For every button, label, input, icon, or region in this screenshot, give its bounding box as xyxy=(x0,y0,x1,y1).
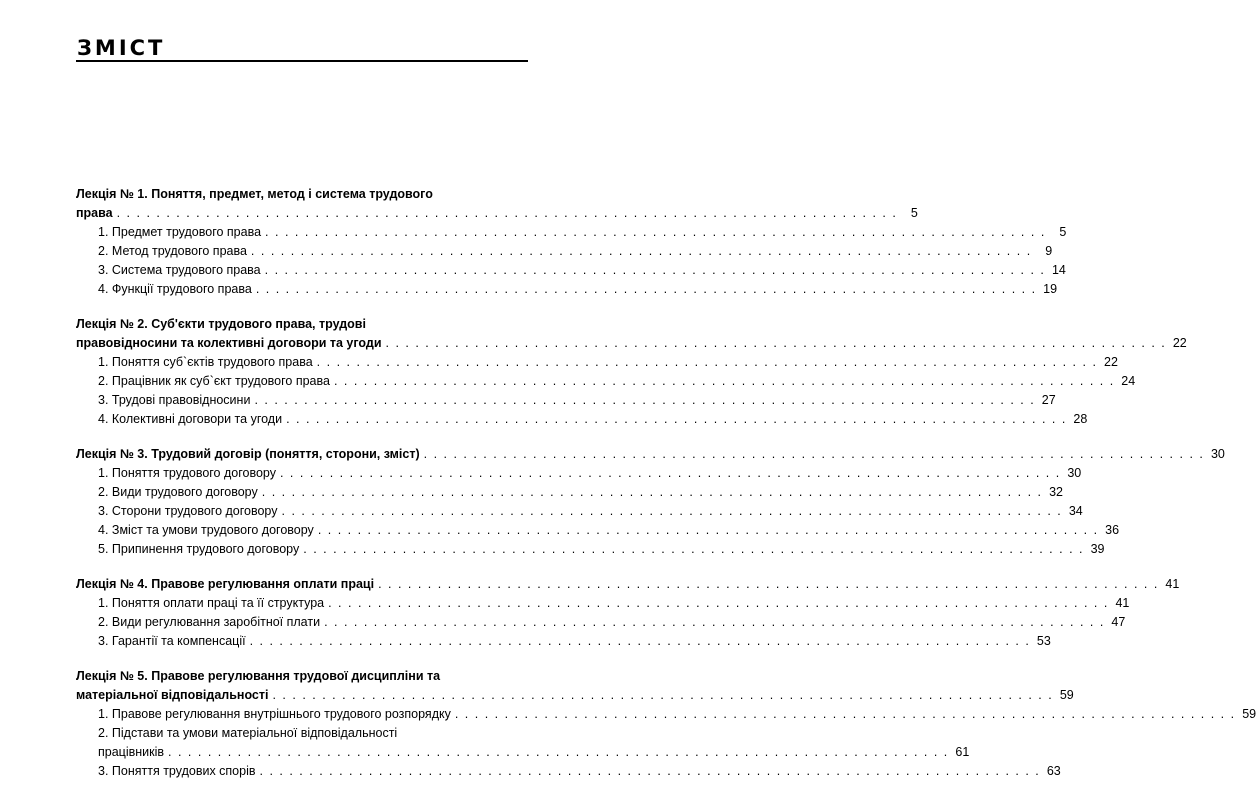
toc-entry[interactable] xyxy=(76,280,1058,299)
page-number: 39 xyxy=(1090,542,1105,556)
lecture-heading: Лекція № 1. Поняття, предмет, метод і система трудового xyxy=(76,187,433,201)
page-number: 24 xyxy=(1121,374,1136,388)
entry-label: 1. Поняття оплати праці та її структура xyxy=(98,596,325,610)
lecture-heading: Лекція № 3. Трудовий договір (поняття, сторони, зміст) xyxy=(76,447,420,461)
title-rule xyxy=(76,60,528,62)
dot-leader xyxy=(256,280,1035,299)
lecture-heading-entry[interactable] xyxy=(76,204,918,223)
page-title: ЗМІСТ xyxy=(77,36,166,60)
page-number: 30 xyxy=(1067,466,1082,480)
dot-leader xyxy=(265,223,1044,242)
lecture-heading-tail: права xyxy=(76,206,113,220)
toc-entry[interactable] xyxy=(76,594,1130,613)
lecture-heading: Лекція № 2. Суб'єкти трудового права, трудові xyxy=(76,317,366,331)
toc-entry[interactable] xyxy=(76,242,1053,261)
lecture-2 xyxy=(76,315,1187,429)
page-number: 47 xyxy=(1111,615,1126,629)
entry-label: 3. Гарантії та компенсації xyxy=(98,634,246,648)
page-number: 19 xyxy=(1043,282,1058,296)
entry-label: 1. Поняття суб`єктів трудового права xyxy=(98,355,313,369)
entry-label: 3. Система трудового права xyxy=(98,263,261,277)
toc-entry[interactable] xyxy=(76,483,1063,502)
page-number: 61 xyxy=(955,745,970,759)
toc-entry[interactable] xyxy=(76,391,1056,410)
dot-leader xyxy=(318,521,1097,540)
page-number: 59 xyxy=(1059,688,1074,702)
lecture-heading-entry[interactable] xyxy=(76,334,1187,353)
lecture-heading-tail: матеріальної відповідальності xyxy=(76,688,269,702)
page-number: 63 xyxy=(1046,764,1061,778)
page-number: 53 xyxy=(1036,634,1051,648)
dot-leader xyxy=(334,372,1113,391)
page-number: 22 xyxy=(1172,336,1187,350)
dot-leader xyxy=(386,334,1165,353)
lecture-1 xyxy=(76,185,1067,299)
dot-leader xyxy=(303,540,1082,559)
toc-entry[interactable] xyxy=(76,521,1120,540)
page-number: 41 xyxy=(1115,596,1130,610)
entry-label-first-line: 2. Підстави та умови матеріальної відповідальності xyxy=(98,726,398,740)
dot-leader xyxy=(272,686,1051,705)
lecture-4 xyxy=(76,575,1180,651)
lecture-heading-tail: правовідносини та колективні договори та угоди xyxy=(76,336,382,350)
entry-label: 2. Види регулювання заробітної плати xyxy=(98,615,321,629)
lecture-5 xyxy=(76,667,1256,781)
toc-entry[interactable] xyxy=(76,540,1105,559)
toc-entry[interactable] xyxy=(76,762,1061,781)
entry-label: 1. Поняття трудового договору xyxy=(98,466,276,480)
page-number: 41 xyxy=(1165,577,1180,591)
dot-leader xyxy=(280,464,1059,483)
dot-leader xyxy=(328,594,1107,613)
toc-entry[interactable] xyxy=(76,261,1066,280)
dot-leader xyxy=(260,762,1039,781)
page-number: 34 xyxy=(1068,504,1083,518)
dot-leader xyxy=(251,242,1030,261)
lecture-heading-entry[interactable] xyxy=(76,575,1180,594)
lecture-heading: Лекція № 4. Правове регулювання оплати праці xyxy=(76,577,375,591)
lecture-heading-entry[interactable] xyxy=(76,445,1225,464)
page-number: 9 xyxy=(1045,244,1053,258)
entry-label: 4. Колективні договори та угоди xyxy=(98,412,283,426)
dot-leader xyxy=(117,204,896,223)
entry-label: 2. Види трудового договору xyxy=(98,485,258,499)
dot-leader xyxy=(265,261,1044,280)
dot-leader xyxy=(424,445,1203,464)
dot-leader xyxy=(317,353,1096,372)
entry-label: 1. Предмет трудового права xyxy=(98,225,262,239)
page-number: 22 xyxy=(1104,355,1118,369)
toc-entry[interactable] xyxy=(76,464,1082,483)
lecture-heading: Лекція № 5. Правове регулювання трудової дисципліни та xyxy=(76,669,441,683)
page-number: 59 xyxy=(1242,707,1256,721)
page-number: 5 xyxy=(1059,225,1067,239)
dot-leader xyxy=(286,410,1065,429)
lecture-3 xyxy=(76,445,1225,559)
toc-entry[interactable] xyxy=(76,705,1256,724)
page-number: 27 xyxy=(1041,393,1056,407)
page-number: 28 xyxy=(1073,412,1088,426)
dot-leader xyxy=(282,502,1061,521)
toc-entry[interactable] xyxy=(76,223,1067,242)
page-number: 5 xyxy=(910,206,918,220)
dot-leader xyxy=(455,705,1234,724)
entry-label: 5. Припинення трудового договору xyxy=(98,542,300,556)
dot-leader xyxy=(378,575,1157,594)
entry-label: 4. Зміст та умови трудового договору xyxy=(98,523,314,537)
entry-label: 4. Функції трудового права xyxy=(98,282,252,296)
entry-label: 3. Трудові правовідносини xyxy=(98,393,251,407)
page-number: 32 xyxy=(1049,485,1063,499)
dot-leader xyxy=(250,632,1029,651)
toc-entry[interactable] xyxy=(76,743,970,762)
toc-entry[interactable] xyxy=(76,353,1118,372)
entry-label: працівників xyxy=(98,745,165,759)
entry-label: 3. Сторони трудового договору xyxy=(98,504,278,518)
lecture-heading-entry[interactable] xyxy=(76,686,1074,705)
page-number: 36 xyxy=(1105,523,1120,537)
dot-leader xyxy=(254,391,1033,410)
toc-entry[interactable] xyxy=(76,632,1051,651)
toc-entry[interactable] xyxy=(76,613,1126,632)
entry-label: 2. Працівник як суб`єкт трудового права xyxy=(98,374,330,388)
entry-label: 2. Метод трудового права xyxy=(98,244,247,258)
dot-leader xyxy=(262,483,1041,502)
page-number: 14 xyxy=(1051,263,1066,277)
page-number: 30 xyxy=(1210,447,1225,461)
dot-leader xyxy=(324,613,1103,632)
toc-entry[interactable] xyxy=(76,410,1088,429)
entry-label: 1. Правове регулювання внутрішнього трудового розпорядку xyxy=(98,707,451,721)
toc-entry[interactable] xyxy=(76,502,1083,521)
entry-label: 3. Поняття трудових спорів xyxy=(98,764,256,778)
dot-leader xyxy=(168,743,947,762)
table-of-contents xyxy=(76,185,1256,797)
toc-entry[interactable] xyxy=(76,372,1136,391)
